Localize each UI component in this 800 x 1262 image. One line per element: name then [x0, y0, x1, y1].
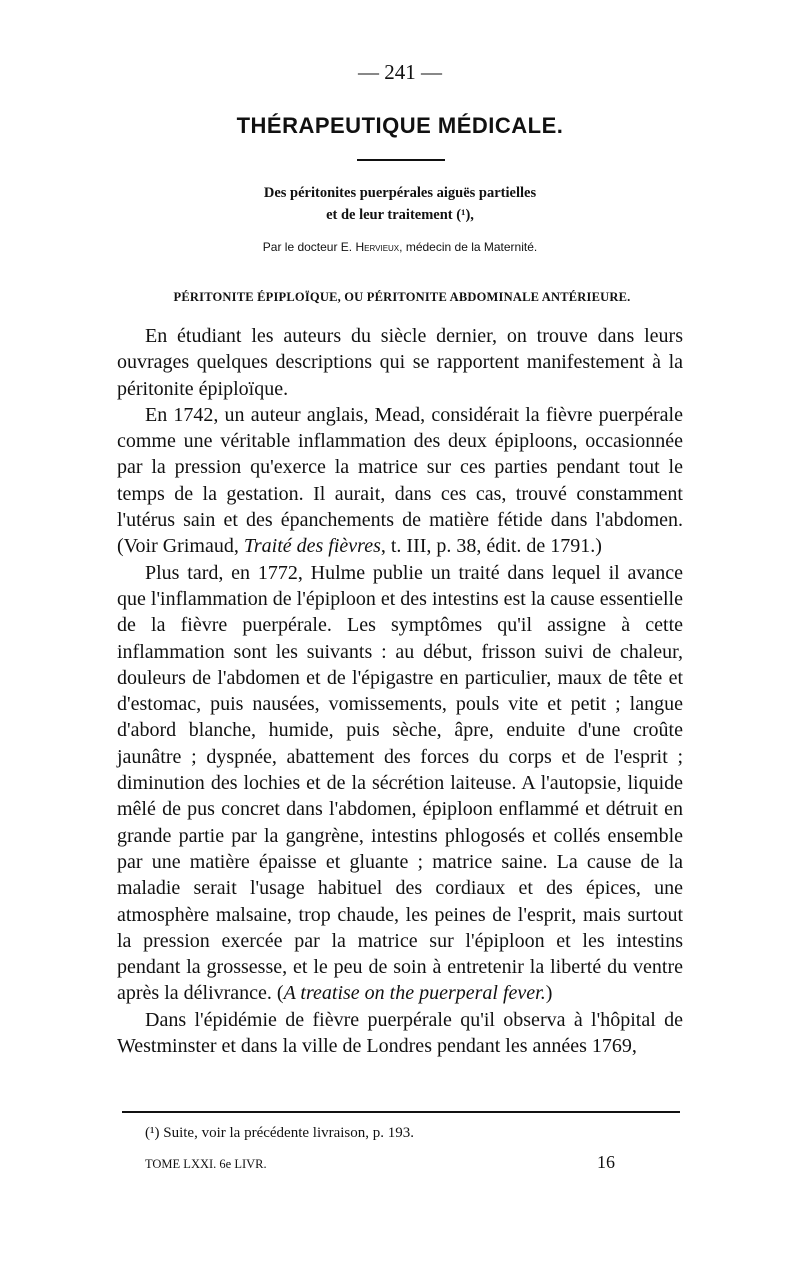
article-title-line-2	[0, 204, 800, 226]
footnote-text: Suite, voir la précédente livraison, p. 193.	[159, 1125, 415, 1141]
article-title-footnote-ref: (¹),	[456, 207, 474, 223]
paragraph-1: En étudiant les auteurs du siècle dernier, on trouve dans leurs ouvrages quelques descriptions qui se rapportent manifestement à la péritonite épiploïque.	[117, 325, 683, 400]
byline-suffix: , médecin de la Maternité.	[399, 240, 538, 254]
paragraph-2-text-a: En 1742, un auteur anglais, Mead, considérait la fièvre puerpérale comme une véritable inflammation des deux épiploons, occasionnée par la pression qu'exerce la matrice sur ces parties pendant tout le temps de la gestation. Il aurait, dans ces cas, trouvé constamment l'utérus sain et des épanchements de matière fétide dans l'abdomen. (Voir Grimaud,	[117, 403, 683, 558]
paragraph-3-citation-title: A treatise on the puerperal fever.	[283, 982, 546, 1005]
subheading: PÉRITONITE ÉPIPLOÏQUE, OU PÉRITONITE ABDOMINALE ANTÉRIEURE.	[173, 290, 631, 304]
paragraph-2-text-b: , t. III, p. 38, édit. de 1791.)	[380, 535, 602, 558]
byline-author: Hervieux	[355, 240, 400, 254]
footnote	[145, 1125, 675, 1142]
paragraph-2	[117, 402, 683, 560]
footnote-divider	[122, 1111, 680, 1113]
section-title: THÉRAPEUTIQUE MÉDICALE.	[236, 113, 564, 138]
body-text	[117, 323, 683, 1059]
footnote-mark: (¹)	[145, 1125, 160, 1141]
byline-prefix: Par le docteur E.	[262, 240, 353, 254]
article-title	[0, 182, 800, 226]
signature-volume: TOME LXXI. 6e LIVR.	[145, 1157, 267, 1171]
article-title-line-1: Des péritonites puerpérales aiguës partielles	[263, 185, 537, 201]
paragraph-4: Dans l'épidémie de fièvre puerpérale qu'il observa à l'hôpital de Westminster et dans la ville de Londres pendant les années 1769,	[117, 1008, 683, 1058]
paragraph-3-text-a: Plus tard, en 1772, Hulme publie un traité dans lequel il avance que l'inflammation de l'épiploon et des intestins est la cause essentielle de la fièvre puerpérale. Les symptômes qu'il assigne à cette inflammation sont les suivants : au début, frisson suivi de chaleur, douleurs de l'abdomen et de l'épigastre en particulier, maux de tête et d'estomac, puis nausées, vomissements, pouls vite et petit ; langue d'abord blanche, humide, puis sèche, âpre, enduite d'une croûte jaunâtre ; dyspnée, abattement des forces du corps et de l'esprit ; diminution des lochies et de la sécrétion laiteuse. A l'autopsie, liquide mêlé de pus concret dans l'abdomen, épiploon enflammé et détruit en grande partie par la gangrène, intestins phlogosés et collés ensemble par une matière épaisse et gluante ; matrice saine. La cause de la maladie serait l'usage habituel des cordiaux et des épices, une atmosphère malsaine, trop chaude, les peines de l'esprit, mais surtout la pression exercée par la matrice sur l'épiploon et les intestins pendant la grossesse, et le peu de soin à entretenir la liberté du ventre après la délivrance. (	[117, 561, 683, 1005]
article-title-line-2-text: et de leur traitement	[326, 207, 453, 223]
byline	[0, 240, 800, 254]
signature-number: 16	[597, 1152, 615, 1172]
paragraph-3	[117, 560, 683, 1007]
paragraph-2-citation-title: Traité des fièvres	[243, 535, 381, 558]
page-number: — 241 —	[358, 60, 442, 84]
paragraph-3-text-b: )	[545, 982, 553, 1005]
title-divider	[357, 159, 445, 161]
